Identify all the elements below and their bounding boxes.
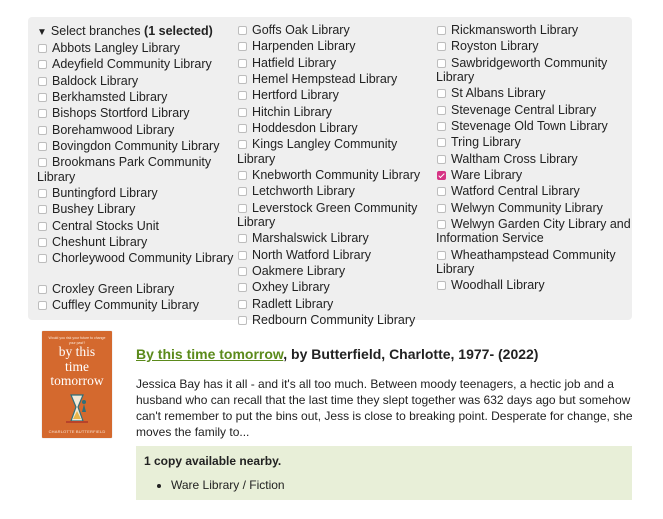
branch-option-label: Central Stocks Unit	[52, 218, 159, 233]
checkbox-icon[interactable]	[437, 187, 446, 196]
branch-option[interactable]	[237, 23, 437, 38]
branch-option[interactable]	[37, 219, 237, 234]
checkbox-icon[interactable]	[238, 251, 247, 260]
checkbox-icon[interactable]	[437, 281, 446, 290]
branch-option[interactable]	[237, 313, 437, 328]
cover-title-line: time	[65, 358, 89, 374]
branch-option[interactable]	[436, 152, 632, 167]
branch-option-label: North Watford Library	[252, 247, 372, 262]
checkbox-icon[interactable]	[38, 205, 47, 214]
branch-option-label: Hoddesdon Library	[252, 120, 358, 135]
branch-option-label: Hertford Library	[252, 88, 339, 103]
branch-option[interactable]	[237, 121, 437, 136]
branch-option[interactable]	[37, 155, 237, 184]
checkbox-icon[interactable]	[38, 222, 47, 231]
checkbox-icon[interactable]	[238, 234, 247, 243]
branch-option[interactable]	[37, 251, 237, 266]
branch-option[interactable]	[436, 217, 632, 246]
checkbox-icon[interactable]	[38, 238, 47, 247]
branch-option-label: Croxley Green Library	[52, 281, 175, 296]
branch-option[interactable]	[237, 184, 437, 199]
checkbox-icon[interactable]	[238, 187, 247, 196]
branch-option-label: Stevenage Central Library	[451, 102, 597, 117]
checkbox-icon[interactable]	[437, 251, 446, 260]
branch-option-label: Cheshunt Library	[52, 234, 148, 249]
checkbox-icon[interactable]	[437, 155, 446, 164]
branch-option-label: Borehamwood Library	[52, 122, 175, 137]
checkbox-icon[interactable]	[437, 59, 446, 68]
checkbox-icon[interactable]	[38, 142, 47, 151]
branch-option-label: Bishops Stortford Library	[52, 106, 190, 121]
book-cover-image[interactable]	[42, 331, 112, 438]
checkbox-icon[interactable]	[238, 316, 247, 325]
branch-option-label: Goffs Oak Library	[252, 23, 350, 37]
branch-option-label: Watford Central Library	[451, 184, 580, 199]
branch-option[interactable]	[436, 86, 632, 101]
branch-option-label: Bovingdon Community Library	[52, 138, 220, 153]
selected-count: (1 selected)	[144, 24, 213, 38]
availability-location: • Ware Library / Fiction	[171, 478, 632, 493]
checkbox-icon[interactable]	[238, 267, 247, 276]
branch-option-label: Knebworth Community Library	[252, 167, 421, 182]
checkbox-icon[interactable]	[38, 189, 47, 198]
checkbox-icon[interactable]	[38, 126, 47, 135]
checkbox-icon[interactable]	[238, 204, 247, 213]
branch-option[interactable]	[37, 298, 237, 313]
branch-option-label: Leverstock Green Community Library	[237, 200, 418, 229]
checkbox-icon[interactable]	[437, 106, 446, 115]
checkbox-icon[interactable]	[437, 220, 446, 229]
branch-option-label: Redbourn Community Library	[252, 312, 416, 327]
branch-option-label: St Albans Library	[451, 86, 546, 101]
branch-option[interactable]	[436, 168, 632, 183]
branch-option-label: Oakmere Library	[252, 263, 346, 278]
branch-option[interactable]	[37, 123, 237, 138]
branch-option-label: Baldock Library	[52, 73, 139, 88]
branch-option[interactable]	[237, 297, 437, 312]
checkbox-icon[interactable]	[38, 93, 47, 102]
availability-list	[144, 478, 632, 493]
checkbox-icon[interactable]	[238, 283, 247, 292]
branch-option[interactable]	[237, 72, 437, 87]
branch-option-label: Hemel Hempstead Library	[252, 71, 398, 86]
branch-option[interactable]	[436, 23, 632, 38]
branch-option[interactable]	[37, 90, 237, 105]
branch-option[interactable]	[436, 184, 632, 199]
branch-option[interactable]	[237, 248, 437, 263]
checkbox-icon[interactable]	[238, 124, 247, 133]
branch-option-label: Letchworth Library	[252, 184, 355, 199]
checkbox-icon[interactable]	[238, 91, 247, 100]
branch-option[interactable]	[37, 74, 237, 89]
checkbox-icon[interactable]	[437, 26, 446, 35]
branch-option-label: Hatfield Library	[252, 55, 337, 70]
branch-option-label: Cuffley Community Library	[52, 298, 200, 313]
branch-option-label: Stevenage Old Town Library	[451, 119, 608, 133]
checkbox-icon[interactable]	[437, 89, 446, 98]
branch-option[interactable]	[37, 282, 237, 297]
checkbox-icon[interactable]	[38, 60, 47, 69]
branch-option[interactable]	[237, 231, 437, 246]
checkbox-icon[interactable]	[437, 138, 446, 147]
branch-option-label: Abbots Langley Library	[52, 41, 180, 55]
branch-option[interactable]	[436, 135, 632, 150]
branch-option-label: Oxhey Library	[252, 280, 330, 295]
branch-option[interactable]	[237, 88, 437, 103]
branch-option[interactable]	[436, 248, 632, 277]
branch-option[interactable]	[436, 119, 632, 134]
branch-option-label: Welwyn Garden City Library and Information Service	[436, 216, 631, 246]
checkbox-icon[interactable]	[38, 77, 47, 86]
checkbox-icon[interactable]	[38, 158, 47, 167]
checkbox-icon[interactable]	[38, 44, 47, 53]
branch-option-label: Kings Langley Community Library	[237, 137, 398, 166]
branch-option[interactable]	[37, 106, 237, 121]
cover-title-line: tomorrow	[50, 373, 104, 388]
branch-option[interactable]	[37, 235, 237, 250]
branch-option-label: Royston Library	[451, 39, 539, 54]
checkbox-icon[interactable]	[38, 109, 47, 118]
branch-option[interactable]	[436, 103, 632, 118]
branch-option[interactable]	[436, 201, 632, 216]
branch-option-label: Marshalswick Library	[252, 231, 369, 246]
cover-author: CHARLOTTE BUTTERFIELD	[48, 429, 106, 434]
branch-option-label: Waltham Cross Library	[451, 151, 578, 166]
branch-option[interactable]	[436, 278, 632, 293]
branch-option-label: Wheathampstead Community Library	[436, 247, 616, 277]
branch-option-label: Woodhall Library	[451, 278, 545, 293]
cover-tagline: Would you risk your future to change your past?	[48, 336, 106, 345]
branch-filter-toggle[interactable]	[37, 23, 213, 41]
branch-option-label: Buntingford Library	[52, 185, 158, 200]
branch-option-label: Berkhamsted Library	[52, 89, 168, 104]
book-description: Jessica Bay has it all - and it's all too much. Between moody teenagers, a hectic job and a husband who can recall that the last time they slept together was 632 days ago but somehow can't remember to put the bins out, Jess is close to breaking point. Desperate for change, she moves the family to...	[136, 377, 633, 439]
checkbox-icon[interactable]	[437, 122, 446, 131]
branch-option[interactable]	[436, 56, 632, 85]
branch-option-label: Rickmansworth Library	[451, 23, 579, 37]
branch-option-label: Chorleywood Community Library	[52, 251, 234, 266]
branch-option-label: Harpenden Library	[252, 39, 356, 54]
cover-title	[42, 345, 112, 389]
branch-option-label: Radlett Library	[252, 296, 334, 311]
checkbox-icon[interactable]	[238, 59, 247, 68]
checkbox-icon[interactable]	[238, 140, 247, 149]
branch-option[interactable]	[237, 137, 437, 166]
branch-option-label: Adeyfield Community Library	[52, 57, 212, 72]
checkbox-icon[interactable]	[238, 75, 247, 84]
book-title-link[interactable]: By this time tomorrow	[136, 346, 284, 362]
checkbox-icon[interactable]	[38, 254, 47, 263]
branch-option-label: Bushey Library	[52, 202, 136, 217]
branch-filter-panel	[28, 17, 632, 327]
branch-option[interactable]	[237, 39, 437, 54]
branch-option[interactable]	[436, 39, 632, 54]
checkbox-icon[interactable]	[238, 300, 247, 309]
availability-heading: 1 copy available nearby.	[144, 454, 282, 468]
checkbox-icon[interactable]	[238, 108, 247, 117]
branch-filter-label: Select branches	[50, 24, 141, 38]
branch-option-label: Welwyn Community Library	[451, 200, 603, 215]
branch-option[interactable]	[37, 186, 237, 201]
hourglass-illustration-icon	[62, 393, 92, 425]
branch-option[interactable]	[237, 201, 437, 230]
book-author-year: , by Butterfield, Charlotte, 1977- (2022)	[283, 346, 539, 362]
checkbox-icon[interactable]	[238, 171, 247, 180]
branch-option[interactable]	[37, 202, 237, 217]
checkbox-checked-icon[interactable]	[437, 171, 446, 180]
checkbox-icon[interactable]	[38, 285, 47, 294]
branch-option-label: Tring Library	[451, 135, 521, 150]
branch-option-label: Brookmans Park Community Library	[37, 155, 212, 184]
checkbox-icon[interactable]	[38, 301, 47, 310]
branch-option-label: Hitchin Library	[252, 104, 332, 119]
branch-option[interactable]	[237, 280, 437, 295]
branch-option[interactable]	[237, 56, 437, 71]
checkbox-icon[interactable]	[437, 42, 446, 51]
checkbox-icon[interactable]	[238, 26, 247, 35]
disclosure-triangle-icon: ▼	[37, 27, 47, 38]
branch-option[interactable]	[37, 139, 237, 154]
checkbox-icon[interactable]	[238, 42, 247, 51]
availability-box	[136, 446, 632, 500]
branch-option[interactable]	[237, 264, 437, 279]
branch-option[interactable]	[37, 41, 237, 56]
branch-option[interactable]	[237, 168, 437, 183]
cover-title-line: by this	[58, 344, 96, 359]
checkbox-icon[interactable]	[437, 204, 446, 213]
result-title	[136, 346, 538, 363]
branch-option-label: Ware Library	[451, 167, 523, 182]
branch-option[interactable]	[237, 105, 437, 120]
branch-option[interactable]	[37, 57, 237, 72]
branch-option-label: Sawbridgeworth Community Library	[436, 55, 608, 85]
